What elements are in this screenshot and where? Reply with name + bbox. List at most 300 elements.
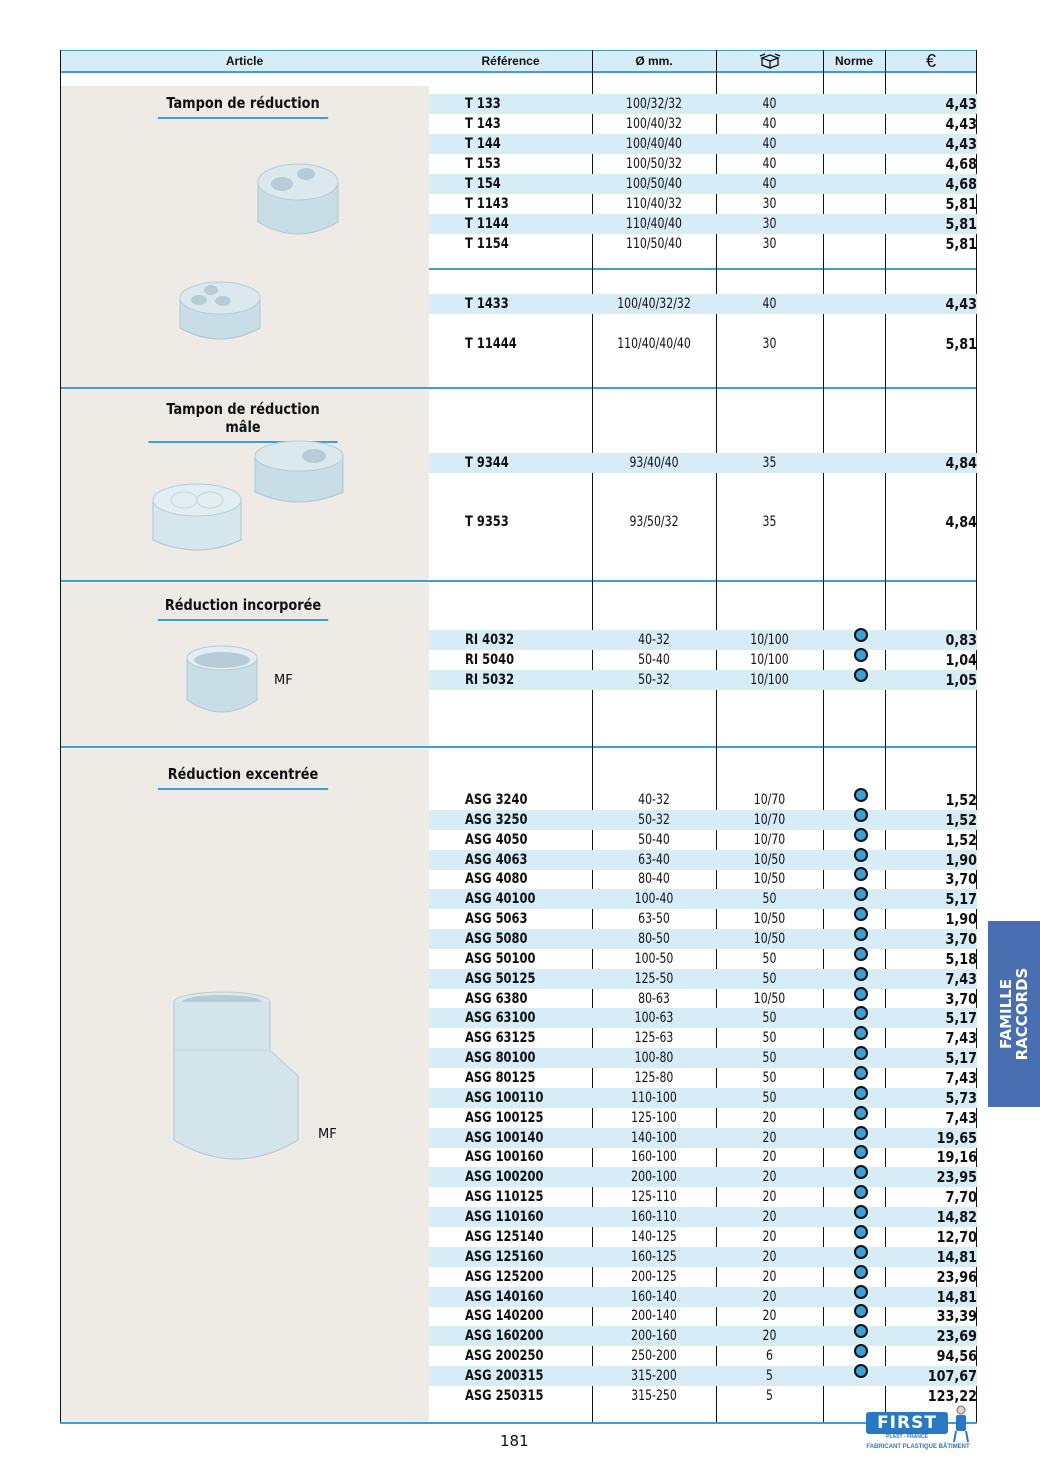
table-row (429, 194, 977, 214)
price-cell: 1,90 (945, 910, 977, 929)
price-cell: 7,43 (945, 969, 977, 988)
diameter-cell: 50-40 (638, 831, 670, 848)
price-cell: 5,18 (945, 949, 977, 968)
reference-cell: ASG 50100 (465, 950, 536, 967)
reference-cell: T 1144 (465, 216, 509, 232)
quantity-cell: 30 (762, 236, 777, 252)
norme-dot-icon (854, 828, 868, 842)
norme-dot-icon (854, 1086, 868, 1100)
price-cell: 0,83 (945, 631, 977, 649)
table-row (429, 294, 977, 314)
section-separator (60, 746, 977, 748)
price-cell: 4,43 (945, 135, 977, 153)
price-cell: 5,81 (945, 235, 977, 253)
quantity-cell: 20 (762, 1209, 777, 1226)
quantity-cell: 10/50 (753, 990, 786, 1007)
table-row (429, 1267, 977, 1287)
table-row (429, 114, 977, 134)
logo-badge (866, 1412, 948, 1434)
diameter-cell: 200-125 (631, 1268, 677, 1285)
table-row (429, 810, 977, 830)
price-cell: 5,17 (945, 1049, 977, 1068)
reference-cell: ASG 50125 (465, 970, 536, 987)
table-row (429, 134, 977, 154)
table-row (429, 1346, 977, 1366)
norme-dot-icon (854, 1205, 868, 1219)
quantity-cell: 10/100 (750, 672, 789, 688)
table-row (429, 869, 977, 889)
table-row (429, 234, 977, 254)
norme-dot-icon (854, 1066, 868, 1080)
reference-cell: ASG 140200 (465, 1308, 544, 1325)
price-cell: 3,70 (945, 870, 977, 889)
diameter-cell: 160-110 (631, 1209, 677, 1226)
mf-label: MF (318, 1127, 337, 1142)
reference-cell: ASG 63125 (465, 1030, 536, 1047)
price-cell: 14,81 (936, 1287, 977, 1306)
quantity-cell: 20 (762, 1328, 777, 1345)
reference-cell: ASG 250315 (465, 1387, 544, 1404)
price-cell: 4,43 (945, 95, 977, 113)
norme-dot-icon (854, 1046, 868, 1060)
diameter-cell: 93/50/32 (629, 514, 679, 530)
diameter-cell: 93/40/40 (629, 455, 679, 471)
quantity-cell: 40 (762, 156, 777, 172)
price-cell: 1,52 (945, 810, 977, 829)
section-separator (60, 580, 977, 582)
norme-dot-icon (854, 1344, 868, 1358)
norme-dot-icon (854, 808, 868, 822)
price-cell: 7,43 (945, 1029, 977, 1048)
reference-cell: ASG 100125 (465, 1109, 544, 1126)
diameter-cell: 200-160 (631, 1328, 677, 1345)
reference-cell: ASG 160200 (465, 1328, 544, 1345)
table-row (429, 214, 977, 234)
brand-logo (862, 1404, 974, 1456)
quantity-cell: 20 (762, 1149, 777, 1166)
price-cell: 1,52 (945, 791, 977, 809)
norme-dot-icon (854, 1006, 868, 1020)
reference-cell: ASG 63100 (465, 1010, 536, 1027)
table-row (429, 1227, 977, 1247)
reference-cell: T 1433 (465, 296, 509, 312)
diameter-cell: 125-50 (634, 970, 674, 987)
diameter-cell: 50-32 (638, 811, 670, 828)
quantity-cell: 20 (762, 1169, 777, 1186)
diameter-cell: 100/50/32 (625, 156, 682, 172)
header-article: Article (225, 54, 264, 68)
header-norme: Norme (834, 54, 873, 68)
price-cell: 7,70 (945, 1188, 977, 1207)
norme-dot-icon (854, 1126, 868, 1140)
table-row (429, 650, 977, 670)
price-cell: 19,65 (936, 1128, 977, 1147)
family-tab-label (998, 968, 1030, 1061)
section-separator (60, 387, 977, 389)
diameter-cell: 315-250 (631, 1387, 677, 1404)
price-cell: 1,05 (945, 671, 977, 689)
header-diameter: Ø mm. (635, 54, 673, 68)
table-row (429, 969, 977, 989)
diameter-cell: 110/40/40/40 (617, 336, 691, 352)
diameter-cell: 200-140 (631, 1308, 677, 1325)
price-cell: 5,17 (945, 890, 977, 909)
table-row (429, 1028, 977, 1048)
diameter-cell: 80-50 (638, 931, 670, 948)
euro-icon: € (925, 51, 936, 71)
section-title: Tampon de réduction mâle (148, 400, 337, 443)
section-title: Tampon de réduction (158, 94, 328, 119)
quantity-cell: 20 (762, 1109, 777, 1126)
reference-cell: T 144 (465, 136, 501, 152)
reference-cell: ASG 110160 (465, 1209, 544, 1226)
price-cell: 19,16 (936, 1148, 977, 1167)
quantity-cell: 10/50 (753, 931, 786, 948)
quantity-cell: 50 (762, 1089, 777, 1106)
price-cell: 5,17 (945, 1009, 977, 1028)
reducer-plug-3-holes-image (177, 278, 263, 344)
reference-cell: ASG 3240 (465, 792, 528, 808)
mascot-icon (950, 1404, 972, 1444)
table-row (429, 670, 977, 690)
quantity-cell: 10/50 (753, 911, 786, 928)
diameter-cell: 100-63 (634, 1010, 674, 1027)
reference-cell: ASG 6380 (465, 990, 528, 1007)
price-cell: 5,81 (945, 195, 977, 213)
quantity-cell: 50 (762, 891, 777, 908)
diameter-cell: 63-50 (638, 911, 670, 928)
reference-cell: ASG 5063 (465, 911, 528, 928)
norme-dot-icon (854, 987, 868, 1001)
table-row (429, 1128, 977, 1148)
norme-dot-icon (854, 848, 868, 862)
norme-dot-icon (854, 1304, 868, 1318)
quantity-cell: 10/100 (750, 652, 789, 668)
reference-cell: T 1154 (465, 236, 509, 252)
price-cell: 23,69 (936, 1327, 977, 1346)
quantity-cell: 30 (762, 216, 777, 232)
reference-cell: T 143 (465, 116, 501, 132)
norme-dot-icon (854, 947, 868, 961)
reference-cell: ASG 100140 (465, 1129, 544, 1146)
price-cell: 5,73 (945, 1088, 977, 1107)
norme-dot-icon (854, 907, 868, 921)
logo-sub: PLAST - FRANCE (886, 1434, 928, 1440)
price-cell: 5,81 (945, 215, 977, 233)
quantity-cell: 5 (766, 1387, 773, 1404)
table-row (429, 1048, 977, 1068)
diameter-cell: 50-40 (638, 652, 670, 668)
quantity-cell: 20 (762, 1248, 777, 1265)
table-row (429, 830, 977, 850)
quantity-cell: 20 (762, 1288, 777, 1305)
price-cell: 1,04 (945, 651, 977, 669)
family-tab (988, 921, 1040, 1107)
norme-dot-icon (854, 1265, 868, 1279)
table-row (429, 850, 977, 870)
reference-cell: T 1143 (465, 196, 509, 212)
price-cell: 4,43 (945, 115, 977, 133)
table-row (429, 889, 977, 909)
quantity-cell: 30 (762, 336, 777, 352)
reference-cell: RI 5040 (465, 652, 515, 668)
quantity-cell: 10/50 (753, 871, 786, 888)
header-reference: Référence (481, 54, 540, 68)
diameter-cell: 315-200 (631, 1367, 677, 1384)
quantity-cell: 20 (762, 1308, 777, 1325)
quantity-cell: 10/50 (753, 851, 786, 868)
price-cell: 33,39 (936, 1307, 977, 1326)
diameter-cell: 100/50/40 (625, 176, 682, 192)
price-cell: 14,82 (936, 1208, 977, 1227)
table-row (429, 1147, 977, 1167)
reference-cell: ASG 110125 (465, 1189, 544, 1206)
quantity-cell: 50 (762, 1010, 777, 1027)
norme-dot-icon (854, 927, 868, 941)
mf-label: MF (274, 673, 293, 688)
norme-dot-icon (854, 1165, 868, 1179)
diameter-cell: 160-100 (631, 1149, 677, 1166)
diameter-cell: 100-80 (634, 1050, 674, 1067)
diameter-cell: 110/40/32 (625, 196, 682, 212)
table-row (429, 1207, 977, 1227)
price-cell: 4,84 (945, 454, 977, 472)
table-row (429, 1247, 977, 1267)
price-cell: 107,67 (927, 1366, 977, 1385)
price-cell: 7,43 (945, 1108, 977, 1127)
diameter-cell: 250-200 (631, 1348, 677, 1365)
reference-cell: T 153 (465, 156, 501, 172)
price-cell: 5,81 (945, 335, 977, 353)
table-row (429, 1108, 977, 1128)
table-header (60, 50, 977, 73)
quantity-cell: 50 (762, 950, 777, 967)
quantity-cell: 20 (762, 1268, 777, 1285)
diameter-cell: 140-100 (631, 1129, 677, 1146)
norme-dot-icon (854, 1185, 868, 1199)
diameter-cell: 50-32 (638, 672, 670, 688)
table-row (429, 1167, 977, 1187)
diameter-cell: 100/40/40 (625, 136, 682, 152)
table-row (429, 1386, 977, 1406)
reference-cell: T 9353 (465, 514, 509, 530)
quantity-cell: 50 (762, 1070, 777, 1087)
diameter-cell: 160-125 (631, 1248, 677, 1265)
eccentric-reducer-image (170, 990, 302, 1166)
quantity-cell: 20 (762, 1129, 777, 1146)
norme-dot-icon (854, 1364, 868, 1378)
column-line (60, 50, 61, 1424)
reference-cell: T 133 (465, 96, 501, 112)
diameter-cell: 100/32/32 (625, 96, 682, 112)
reference-cell: T 154 (465, 176, 501, 192)
logo-brand: FIRST (877, 1413, 937, 1433)
quantity-cell: 50 (762, 1030, 777, 1047)
quantity-cell: 35 (762, 514, 777, 530)
table-row (429, 929, 977, 949)
norme-dot-icon (854, 788, 868, 802)
diameter-cell: 110-100 (631, 1089, 677, 1106)
box-icon (716, 51, 823, 71)
norme-dot-icon (854, 867, 868, 881)
price-cell: 23,95 (936, 1168, 977, 1187)
diameter-cell: 125-110 (631, 1189, 677, 1206)
norme-dot-icon (854, 1145, 868, 1159)
price-cell: 7,43 (945, 1069, 977, 1088)
reducer-plug-2-holes-image (254, 160, 342, 242)
norme-dot-icon (854, 1225, 868, 1239)
table-row (429, 154, 977, 174)
diameter-cell: 200-100 (631, 1169, 677, 1186)
reference-cell: ASG 80100 (465, 1050, 536, 1067)
table-row (429, 1366, 977, 1386)
diameter-cell: 140-125 (631, 1228, 677, 1245)
quantity-cell: 40 (762, 96, 777, 112)
reference-cell: RI 4032 (465, 632, 515, 648)
table-row (429, 174, 977, 194)
norme-dot-icon (854, 887, 868, 901)
quantity-cell: 20 (762, 1189, 777, 1206)
table-bottom-border (60, 1422, 977, 1424)
price-cell: 1,90 (945, 850, 977, 869)
reference-cell: T 11444 (465, 336, 517, 352)
product-table (60, 50, 977, 1424)
quantity-cell: 50 (762, 970, 777, 987)
diameter-cell: 40-32 (638, 632, 670, 648)
reference-cell: ASG 4050 (465, 831, 528, 848)
family-tab-line2: RACCORDS (1013, 967, 1031, 1061)
price-cell: 23,96 (936, 1267, 977, 1286)
diameter-cell: 160-140 (631, 1288, 677, 1305)
reference-cell: RI 5032 (465, 672, 515, 688)
diameter-cell: 125-63 (634, 1030, 674, 1047)
quantity-cell: 5 (766, 1367, 773, 1384)
table-row (429, 1088, 977, 1108)
reference-cell: T 9344 (465, 455, 509, 471)
price-cell: 3,70 (945, 989, 977, 1008)
reference-cell: ASG 125140 (465, 1228, 544, 1245)
norme-dot-icon (854, 1026, 868, 1040)
table-row (429, 949, 977, 969)
table-row (429, 453, 977, 473)
price-cell: 12,70 (936, 1227, 977, 1246)
reference-cell: ASG 100110 (465, 1089, 544, 1106)
norme-dot-icon (854, 1285, 868, 1299)
table-row (429, 1306, 977, 1326)
family-tab-line1: FAMILLE (997, 978, 1015, 1050)
diameter-cell: 100/40/32/32 (617, 296, 691, 312)
diameter-cell: 110/50/40 (625, 236, 682, 252)
norme-dot-icon (854, 648, 868, 662)
norme-dot-icon (854, 668, 868, 682)
quantity-cell: 6 (766, 1348, 773, 1365)
quantity-cell: 10/100 (750, 632, 789, 648)
norme-dot-icon (854, 1245, 868, 1259)
table-row (429, 1287, 977, 1307)
incorporated-reducer-image (184, 644, 260, 718)
table-row (429, 989, 977, 1009)
quantity-cell: 30 (762, 196, 777, 212)
quantity-cell: 10/70 (753, 792, 786, 808)
price-cell: 4,68 (945, 155, 977, 173)
quantity-cell: 35 (762, 455, 777, 471)
quantity-cell: 40 (762, 136, 777, 152)
price-cell: 14,81 (936, 1247, 977, 1266)
price-cell: 1,52 (945, 830, 977, 849)
quantity-cell: 40 (762, 296, 777, 312)
price-cell: 4,43 (945, 295, 977, 313)
table-row (429, 1008, 977, 1028)
reference-cell: ASG 4080 (465, 871, 528, 888)
table-row (429, 512, 977, 532)
reference-cell: ASG 200315 (465, 1367, 544, 1384)
subsection-separator (429, 268, 977, 270)
diameter-cell: 100-40 (634, 891, 674, 908)
price-cell: 4,84 (945, 513, 977, 531)
reference-cell: ASG 4063 (465, 851, 528, 868)
table-row (429, 630, 977, 650)
table-row (429, 1068, 977, 1088)
diameter-cell: 100/40/32 (625, 116, 682, 132)
quantity-cell: 50 (762, 1050, 777, 1067)
norme-dot-icon (854, 1324, 868, 1338)
diameter-cell: 100-50 (634, 950, 674, 967)
price-cell: 4,68 (945, 175, 977, 193)
reference-cell: ASG 5080 (465, 931, 528, 948)
reference-cell: ASG 125200 (465, 1268, 544, 1285)
male-reducer-plug-image (252, 436, 346, 506)
male-reducer-plug-image (150, 478, 244, 554)
price-cell: 94,56 (936, 1347, 977, 1366)
diameter-cell: 110/40/40 (625, 216, 682, 232)
table-row (429, 1326, 977, 1346)
norme-dot-icon (854, 1106, 868, 1120)
diameter-cell: 63-40 (638, 851, 670, 868)
quantity-cell: 10/70 (753, 831, 786, 848)
reference-cell: ASG 125160 (465, 1248, 544, 1265)
page-number: 181 (500, 1432, 529, 1450)
diameter-cell: 125-80 (634, 1070, 674, 1087)
table-row (429, 94, 977, 114)
quantity-cell: 20 (762, 1228, 777, 1245)
diameter-cell: 80-63 (638, 990, 670, 1007)
quantity-cell: 40 (762, 176, 777, 192)
reference-cell: ASG 80125 (465, 1070, 536, 1087)
table-row (429, 1187, 977, 1207)
reference-cell: ASG 40100 (465, 891, 536, 908)
reference-cell: ASG 200250 (465, 1348, 544, 1365)
norme-dot-icon (854, 628, 868, 642)
norme-dot-icon (854, 967, 868, 981)
quantity-cell: 10/70 (753, 811, 786, 828)
reference-cell: ASG 100160 (465, 1149, 544, 1166)
table-row (429, 790, 977, 810)
price-cell: 123,22 (927, 1386, 977, 1405)
logo-tagline: FABRICANT PLASTIQUE BÂTIMENT (866, 1444, 970, 1450)
reference-cell: ASG 140160 (465, 1288, 544, 1305)
section-title: Réduction incorporée (158, 596, 328, 621)
table-row (429, 909, 977, 929)
reference-cell: ASG 100200 (465, 1169, 544, 1186)
quantity-cell: 40 (762, 116, 777, 132)
reference-cell: ASG 3250 (465, 811, 528, 828)
diameter-cell: 80-40 (638, 871, 670, 888)
diameter-cell: 40-32 (638, 792, 670, 808)
diameter-cell: 125-100 (631, 1109, 677, 1126)
table-row (429, 334, 977, 354)
section-title: Réduction excentrée (158, 765, 328, 790)
price-cell: 3,70 (945, 930, 977, 949)
